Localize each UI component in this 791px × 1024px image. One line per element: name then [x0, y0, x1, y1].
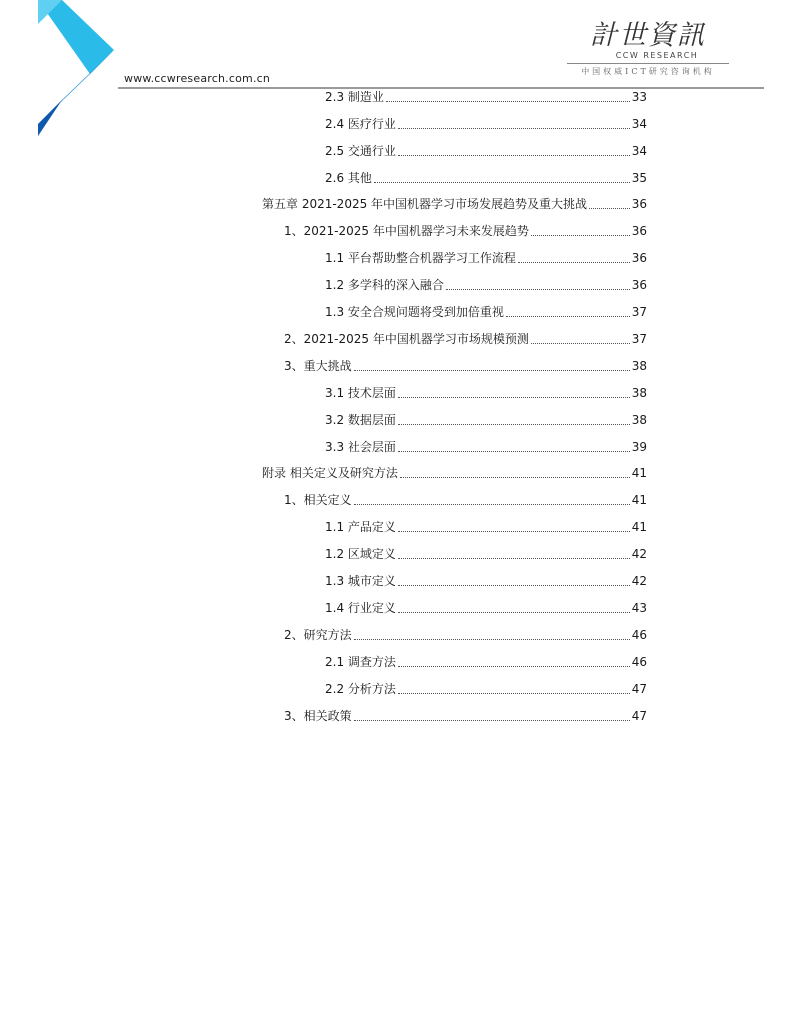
toc-entry[interactable] [325, 302, 647, 322]
toc-section[interactable] [284, 356, 647, 376]
toc-entry[interactable] [325, 598, 647, 618]
toc-entry[interactable] [325, 410, 647, 430]
toc-entry-page: 34 [631, 117, 647, 131]
toc-entry-label: 附录 相关定义及研究方法 [262, 466, 398, 480]
toc-entry-label: 2.6 其他 [325, 171, 372, 185]
toc-leader [398, 396, 630, 398]
toc-entry-page: 41 [631, 520, 647, 534]
brand-name: 計世資訊 [590, 20, 706, 51]
toc-entry-page: 36 [631, 251, 647, 265]
toc-entry-page: 38 [631, 413, 647, 427]
brand-english: CCW RESEARCH [615, 51, 699, 60]
toc-entry[interactable] [325, 437, 647, 457]
toc-leader [506, 315, 630, 317]
toc-entry-page: 46 [631, 628, 647, 642]
toc-entry-label: 1.3 安全合规问题将受到加倍重视 [325, 305, 504, 319]
toc-entry-label: 2.1 调查方法 [325, 655, 396, 669]
toc-entry[interactable] [325, 275, 647, 295]
brand-tagline: 中国权威ICT研究咨询机构 [567, 63, 729, 77]
toc-entry-page: 35 [631, 171, 647, 185]
toc-entry-label: 2.3 制造业 [325, 90, 384, 104]
toc-chapter[interactable] [262, 463, 647, 483]
toc-entry-page: 47 [631, 682, 647, 696]
toc-entry-label: 1.4 行业定义 [325, 601, 396, 615]
toc-entry[interactable] [325, 248, 647, 268]
toc-leader [400, 476, 630, 478]
toc-entry-page: 43 [631, 601, 647, 615]
toc-leader [398, 530, 630, 532]
toc-entry-label: 3、重大挑战 [284, 359, 352, 373]
brand-chevron-logo [0, 0, 120, 140]
toc-entry-page: 42 [631, 547, 647, 561]
toc-leader [398, 584, 630, 586]
toc-entry-page: 33 [631, 90, 647, 104]
toc-entry-page: 36 [631, 224, 647, 238]
toc-entry[interactable] [325, 168, 647, 188]
toc-entry-label: 第五章 2021-2025 年中国机器学习市场发展趋势及重大挑战 [262, 197, 588, 211]
toc-entry-label: 3.3 社会层面 [325, 440, 396, 454]
site-url[interactable]: www.ccwresearch.com.cn [124, 72, 271, 85]
toc-entry-label: 2、研究方法 [284, 628, 352, 642]
toc-entry-label: 3.2 数据层面 [325, 413, 396, 427]
toc-entry-page: 36 [631, 197, 647, 211]
toc-leader [398, 692, 630, 694]
brand-logo [563, 22, 733, 77]
toc-leader [354, 638, 630, 640]
toc-section[interactable] [284, 490, 647, 510]
toc-entry-label: 1.3 城市定义 [325, 574, 396, 588]
toc-entry[interactable] [325, 87, 647, 107]
toc-entry-page: 36 [631, 278, 647, 292]
toc-entry-label: 1.2 多学科的深入融合 [325, 278, 444, 292]
toc-leader [398, 423, 630, 425]
toc-leader [354, 503, 630, 505]
toc-section[interactable] [284, 221, 647, 241]
toc-entry-label: 3、相关政策 [284, 709, 352, 723]
toc-leader [398, 154, 630, 156]
toc-leader [354, 369, 630, 371]
toc-entry-page: 38 [631, 386, 647, 400]
toc-chapter[interactable] [262, 194, 647, 214]
toc-entry-page: 41 [631, 466, 647, 480]
toc-entry[interactable] [325, 571, 647, 591]
toc-leader [518, 261, 630, 263]
toc-leader [374, 181, 630, 183]
toc-leader [398, 611, 630, 613]
toc-entry-page: 46 [631, 655, 647, 669]
toc-entry-label: 1.1 产品定义 [325, 520, 396, 534]
toc-entry-page: 41 [631, 493, 647, 507]
toc-section[interactable] [284, 625, 647, 645]
toc-entry-label: 2、2021-2025 年中国机器学习市场规模预测 [284, 332, 529, 346]
toc-entry[interactable] [325, 114, 647, 134]
toc-entry-page: 42 [631, 574, 647, 588]
toc-entry[interactable] [325, 383, 647, 403]
toc-section[interactable] [284, 329, 647, 349]
toc-leader [354, 719, 630, 721]
toc-leader [398, 665, 630, 667]
toc-leader [398, 127, 630, 129]
toc-leader [386, 100, 630, 102]
toc-entry-label: 2.5 交通行业 [325, 144, 396, 158]
toc-leader [531, 234, 630, 236]
toc-entry[interactable] [325, 517, 647, 537]
toc-entry[interactable] [325, 141, 647, 161]
toc-leader [589, 207, 630, 209]
toc-entry-page: 37 [631, 305, 647, 319]
toc-entry-label: 1.1 平台帮助整合机器学习工作流程 [325, 251, 516, 265]
toc-section[interactable] [284, 706, 647, 726]
toc-entry-page: 47 [631, 709, 647, 723]
toc-entry-page: 37 [631, 332, 647, 346]
toc-leader [446, 288, 630, 290]
toc-entry[interactable] [325, 652, 647, 672]
toc-entry-label: 1、相关定义 [284, 493, 352, 507]
toc-leader [398, 557, 630, 559]
toc-entry-label: 1.2 区域定义 [325, 547, 396, 561]
toc-leader [398, 450, 630, 452]
toc-entry-label: 2.2 分析方法 [325, 682, 396, 696]
toc-entry-page: 38 [631, 359, 647, 373]
toc-entry-label: 2.4 医疗行业 [325, 117, 396, 131]
toc-entry[interactable] [325, 679, 647, 699]
toc-entry-label: 1、2021-2025 年中国机器学习未来发展趋势 [284, 224, 529, 238]
toc-entry-page: 34 [631, 144, 647, 158]
toc-entry[interactable] [325, 544, 647, 564]
toc-entry-page: 39 [631, 440, 647, 454]
toc-leader [531, 342, 630, 344]
toc-entry-label: 3.1 技术层面 [325, 386, 396, 400]
